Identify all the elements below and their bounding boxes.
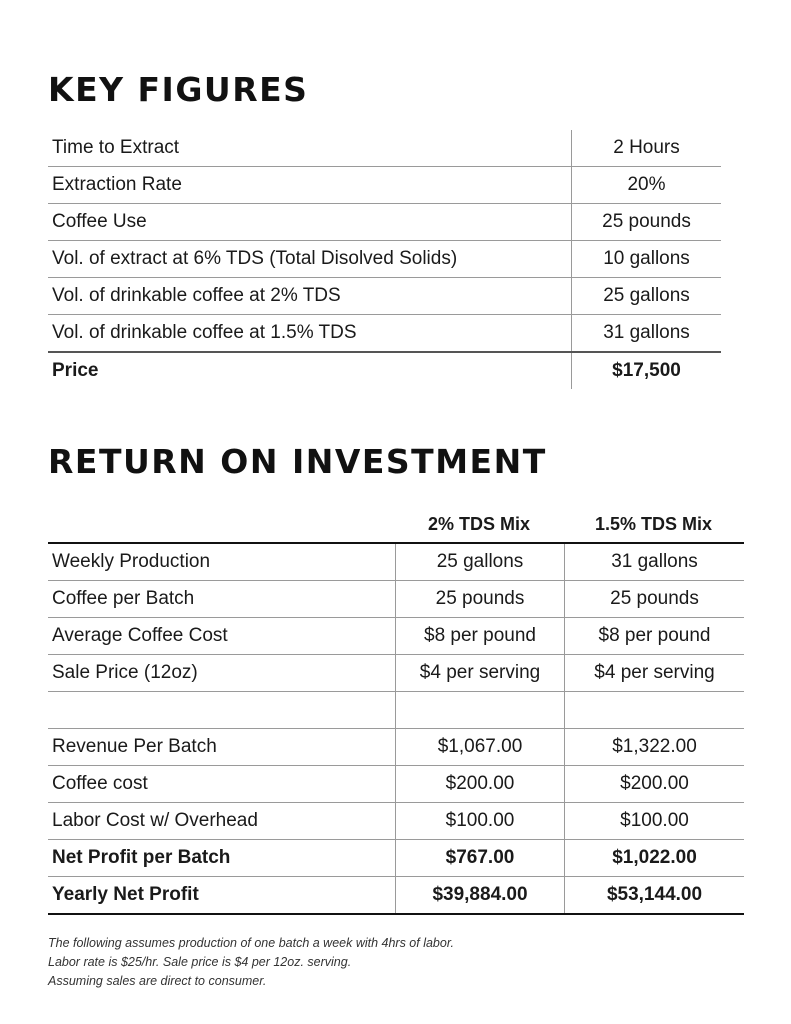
row-value-2pct: $200.00 <box>395 766 564 802</box>
row-label: Vol. of drinkable coffee at 2% TDS <box>52 285 341 306</box>
price-row <box>48 351 721 389</box>
row-value-1-5pct: $200.00 <box>564 766 744 802</box>
key-figures-table <box>48 130 721 389</box>
price-value: $17,500 <box>571 353 721 389</box>
row-label: Net Profit per Batch <box>52 847 231 868</box>
table-header-row <box>48 506 744 544</box>
row-label: Labor Cost w/ Overhead <box>52 810 258 831</box>
table-row-empty <box>48 692 744 729</box>
row-label: Time to Extract <box>52 137 180 158</box>
table-row <box>48 204 721 241</box>
yearly-net-profit-row <box>48 877 744 915</box>
table-row <box>48 766 744 803</box>
header-blank <box>48 506 395 542</box>
table-row <box>48 167 721 204</box>
row-value: 25 pounds <box>571 204 721 240</box>
table-row <box>48 130 721 167</box>
row-value-1-5pct: 25 pounds <box>564 581 744 617</box>
price-label: Price <box>52 360 99 381</box>
table-row <box>48 729 744 766</box>
row-value-1-5pct: $4 per serving <box>564 655 744 691</box>
row-label: Vol. of extract at 6% TDS (Total Disolved Solids) <box>52 248 458 269</box>
footnotes <box>48 934 748 991</box>
row-label <box>48 692 395 728</box>
net-profit-row <box>48 840 744 877</box>
row-value: 2 Hours <box>571 130 721 166</box>
table-row <box>48 544 744 581</box>
row-value-1-5pct: $53,144.00 <box>564 877 744 913</box>
row-label: Yearly Net Profit <box>52 884 199 905</box>
footnote-line: Labor rate is $25/hr. Sale price is $4 per 12oz. serving. <box>48 955 352 969</box>
table-row <box>48 618 744 655</box>
row-value-2pct: 25 gallons <box>395 544 564 580</box>
row-value: 31 gallons <box>571 315 721 351</box>
header-1-5pct-mix: 1.5% TDS Mix <box>594 513 713 534</box>
row-value: 20% <box>571 167 721 203</box>
roi-title: RETURN ON INVESTMENT <box>48 442 547 481</box>
footnote-line: The following assumes production of one batch a week with 4hrs of labor. <box>48 936 455 950</box>
row-value-1-5pct: $100.00 <box>564 803 744 839</box>
table-row <box>48 655 744 692</box>
table-row <box>48 315 721 351</box>
row-label: Coffee per Batch <box>52 588 195 609</box>
table-row <box>48 581 744 618</box>
row-label: Revenue Per Batch <box>52 736 217 757</box>
row-value-1-5pct: $8 per pound <box>564 618 744 654</box>
row-value: 25 gallons <box>571 278 721 314</box>
row-value-1-5pct: $1,022.00 <box>564 840 744 876</box>
row-value-1-5pct <box>564 692 744 728</box>
key-figures-title: KEY FIGURES <box>48 70 309 109</box>
row-value-2pct: 25 pounds <box>395 581 564 617</box>
roi-table <box>48 506 744 915</box>
row-value-2pct: $1,067.00 <box>395 729 564 765</box>
row-value: 10 gallons <box>571 241 721 277</box>
row-value-1-5pct: $1,322.00 <box>564 729 744 765</box>
table-row <box>48 803 744 840</box>
row-value-2pct: $100.00 <box>395 803 564 839</box>
row-label: Coffee Use <box>52 211 147 232</box>
row-value-2pct: $8 per pound <box>395 618 564 654</box>
footnote-line: Assuming sales are direct to consumer. <box>48 974 267 988</box>
row-label: Sale Price (12oz) <box>52 662 198 683</box>
row-label: Weekly Production <box>52 551 211 572</box>
row-value-1-5pct: 31 gallons <box>564 544 744 580</box>
row-label: Extraction Rate <box>52 174 182 195</box>
table-row <box>48 278 721 315</box>
row-value-2pct: $767.00 <box>395 840 564 876</box>
row-value-2pct <box>395 692 564 728</box>
header-2pct-mix: 2% TDS Mix <box>427 513 531 534</box>
row-label: Coffee cost <box>52 773 148 794</box>
row-label: Average Coffee Cost <box>52 625 228 646</box>
table-row <box>48 241 721 278</box>
row-value-2pct: $39,884.00 <box>395 877 564 913</box>
row-value-2pct: $4 per serving <box>395 655 564 691</box>
row-label: Vol. of drinkable coffee at 1.5% TDS <box>52 322 357 343</box>
